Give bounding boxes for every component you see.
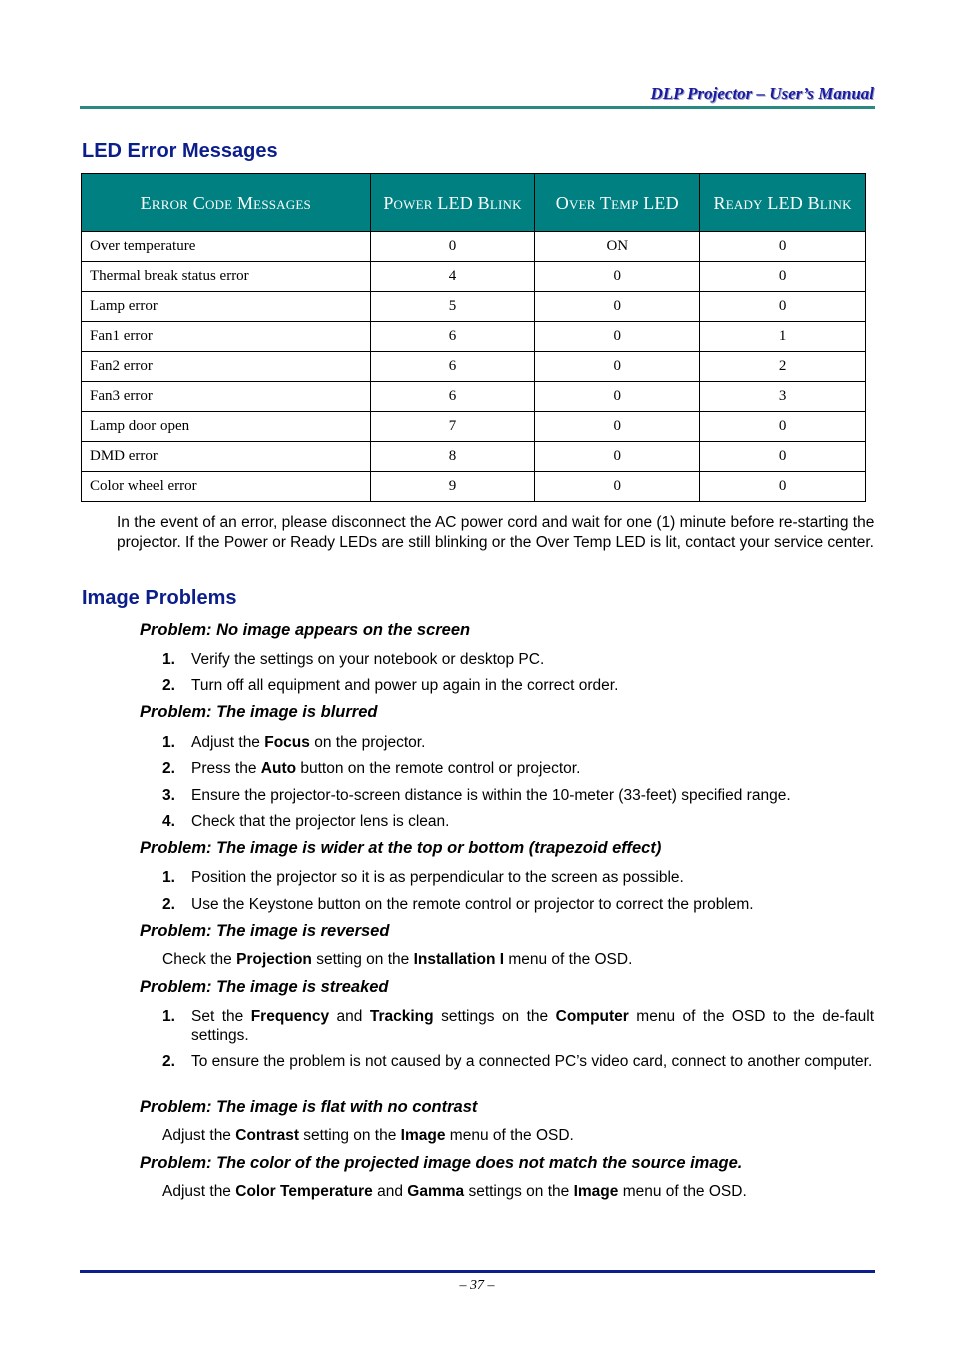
table-cell: 3 (700, 382, 866, 412)
list-number: 3. (162, 787, 175, 804)
list-text: Set the Frequency and Tracking settings on the Computer menu of the OSD to the de-fault settings. (191, 1008, 874, 1044)
table-header: Power LED Blink (370, 174, 535, 232)
table-cell: 0 (700, 472, 866, 502)
table-cell: 0 (700, 412, 866, 442)
list-number: 1. (162, 1008, 175, 1025)
table-cell: 0 (535, 262, 700, 292)
table-cell: Fan2 error (82, 352, 371, 382)
table-header: Over Temp LED (535, 174, 700, 232)
table-cell: Lamp error (82, 292, 371, 322)
table-header-row (82, 174, 866, 232)
table-cell: 0 (535, 472, 700, 502)
table-cell: 6 (370, 382, 535, 412)
led-error-table (81, 173, 866, 502)
list-text: Verify the settings on your notebook or desktop PC. (191, 651, 545, 668)
table-cell: 4 (370, 262, 535, 292)
list-item (162, 786, 874, 805)
list-number: 4. (162, 813, 175, 830)
table-cell: Over temperature (82, 232, 371, 262)
list-text: Use the Keystone button on the remote control or projector to correct the problem. (191, 896, 754, 913)
list-number: 2. (162, 896, 175, 913)
solution-text: Check the Projection setting on the Installation I menu of the OSD. (162, 951, 633, 968)
problem-heading: Problem: The image is flat with no contrast (140, 1098, 478, 1116)
table-cell: 0 (370, 232, 535, 262)
table-cell: Thermal break status error (82, 262, 371, 292)
table-cell: 5 (370, 292, 535, 322)
table-cell: 2 (700, 352, 866, 382)
table-cell: 9 (370, 472, 535, 502)
list-text: Press the Auto button on the remote control or projector. (191, 760, 581, 777)
table-cell: Fan3 error (82, 382, 371, 412)
list-number: 1. (162, 651, 175, 668)
list-text: Check that the projector lens is clean. (191, 813, 450, 830)
table-cell: 0 (700, 232, 866, 262)
table-row (82, 292, 866, 322)
list-text: Ensure the projector-to-screen distance is within the 10-meter (33-feet) specified range. (191, 787, 791, 804)
list-number: 1. (162, 734, 175, 751)
table-cell: ON (535, 232, 700, 262)
table-cell: 0 (700, 292, 866, 322)
table-row (82, 442, 866, 472)
list-number: 2. (162, 760, 175, 777)
problem-heading: Problem: No image appears on the screen (140, 621, 471, 639)
table-header: Error Code Messages (82, 174, 371, 232)
solution-text: Adjust the Contrast setting on the Image menu of the OSD. (162, 1127, 574, 1144)
table-cell: 0 (535, 322, 700, 352)
table-cell: 6 (370, 352, 535, 382)
table-cell: 0 (535, 382, 700, 412)
list-text: Adjust the Focus on the projector. (191, 734, 426, 751)
list-number: 1. (162, 869, 175, 886)
solution-text: Adjust the Color Temperature and Gamma settings on the Image menu of the OSD. (162, 1183, 747, 1200)
table-cell: Lamp door open (82, 412, 371, 442)
table-cell: 8 (370, 442, 535, 472)
table-cell: DMD error (82, 442, 371, 472)
section-title-image: Image Problems (82, 587, 237, 609)
problem-heading: Problem: The color of the projected image does not match the source image. (140, 1154, 743, 1172)
list-number: 2. (162, 677, 175, 694)
list-item (162, 733, 874, 752)
table-cell: 1 (700, 322, 866, 352)
list-item (162, 868, 874, 887)
table-cell: 0 (535, 412, 700, 442)
list-text: To ensure the problem is not caused by a connected PC’s video card, connect to another computer. (191, 1053, 873, 1070)
table-row (82, 232, 866, 262)
table-cell: 0 (535, 442, 700, 472)
list-item (162, 676, 874, 695)
list-text: Position the projector so it is as perpendicular to the screen as possible. (191, 869, 684, 886)
problem-heading: Problem: The image is wider at the top or bottom (trapezoid effect) (140, 839, 662, 857)
table-cell: 7 (370, 412, 535, 442)
problem-heading: Problem: The image is streaked (140, 978, 389, 996)
table-cell: 0 (535, 292, 700, 322)
problem-heading: Problem: The image is reversed (140, 922, 390, 940)
table-row (82, 412, 866, 442)
table-cell: Color wheel error (82, 472, 371, 502)
table-row (82, 472, 866, 502)
list-item (162, 895, 874, 914)
list-item (162, 812, 874, 831)
list-number: 2. (162, 1053, 175, 1070)
table-row (82, 382, 866, 412)
table-row (82, 322, 866, 352)
error-note: In the event of an error, please disconnect the AC power cord and wait for one (1) minute before re-starting the projector. If the Power or Ready LEDs are still blinking or the Over Temp LED is lit, contact your service center. (117, 514, 875, 551)
table-row (82, 352, 866, 382)
list-item (162, 650, 874, 669)
header-title: DLP Projector – User’s Manual (650, 84, 874, 103)
footer-rule (80, 1270, 875, 1273)
problem-heading: Problem: The image is blurred (140, 703, 378, 721)
table-cell: 0 (700, 442, 866, 472)
list-text: Turn off all equipment and power up again in the correct order. (191, 677, 619, 694)
table-cell: 0 (700, 262, 866, 292)
header-rule (80, 106, 875, 109)
section-title-led: LED Error Messages (82, 140, 278, 162)
table-row (82, 262, 866, 292)
page-number: – 37 – (459, 1278, 495, 1293)
list-item (162, 759, 874, 778)
table-cell: Fan1 error (82, 322, 371, 352)
table-cell: 0 (535, 352, 700, 382)
list-item (162, 1007, 874, 1045)
table-cell: 6 (370, 322, 535, 352)
table-header: Ready LED Blink (700, 174, 866, 232)
list-item (162, 1052, 874, 1071)
